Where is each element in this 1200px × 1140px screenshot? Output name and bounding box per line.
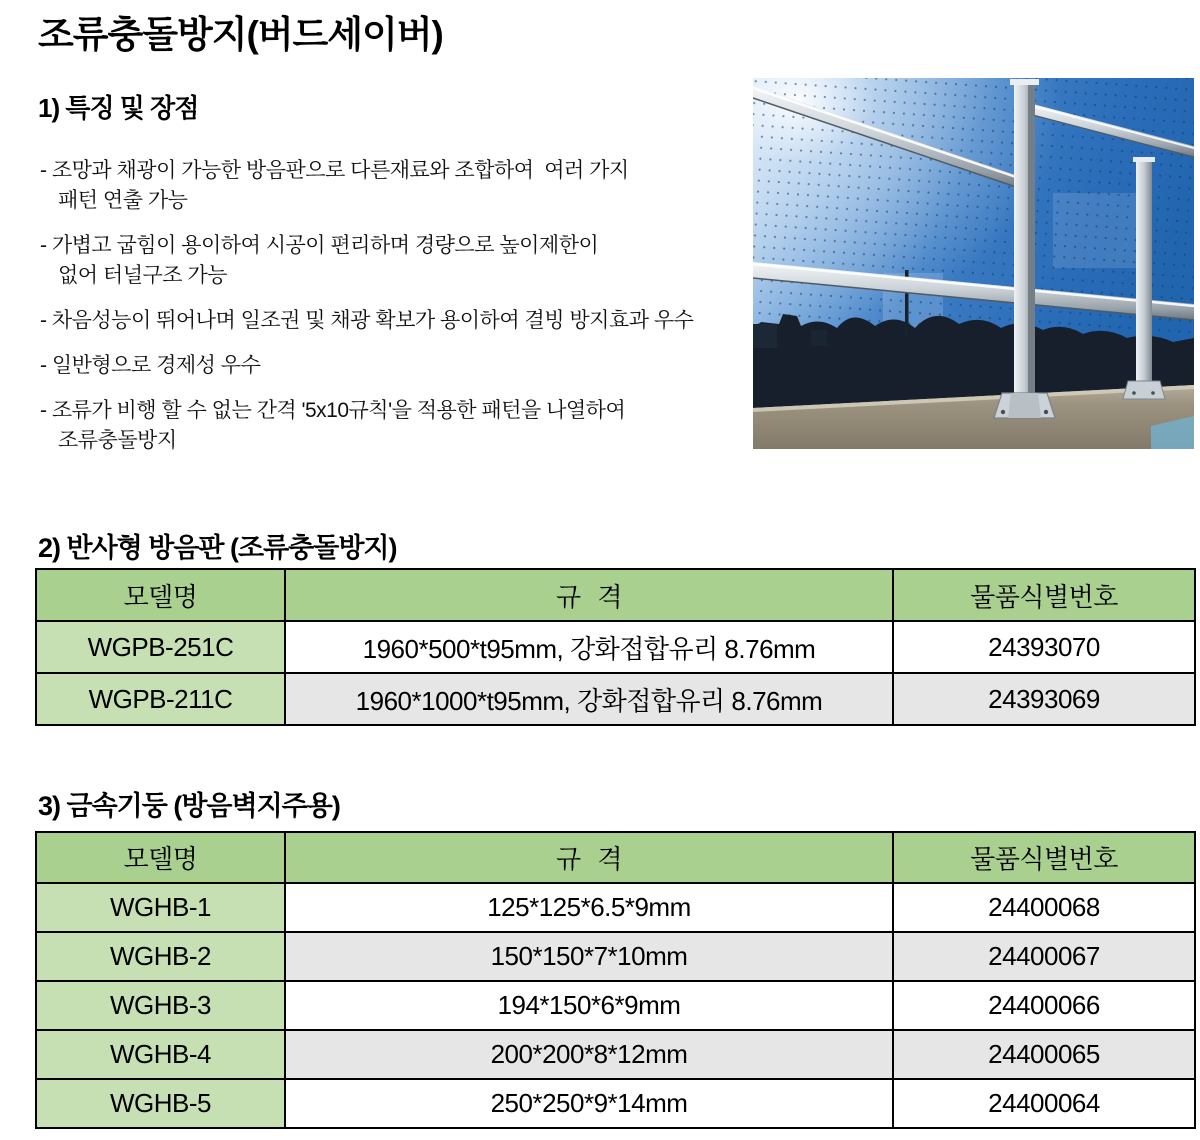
model-cell: WGHB-4 xyxy=(36,1030,285,1079)
spec-cell: 1960*500*t95mm, 강화접합유리 8.76mm xyxy=(285,621,893,673)
item-id-cell: 24400064 xyxy=(893,1079,1195,1128)
list-item xyxy=(40,231,750,291)
model-cell: WGHB-2 xyxy=(36,932,285,981)
table-row xyxy=(36,621,1195,673)
noise-barrier-photo-illustration xyxy=(753,78,1194,449)
bullet-text: - 조망과 채광이 가능한 방음판으로 다른재료와 조합하여 여러 가지 xyxy=(40,159,629,182)
table-row xyxy=(36,1079,1195,1128)
noise-barrier-photo xyxy=(753,78,1194,449)
bullet-text: - 조류가 비행 할 수 없는 간격 '5x10규칙'을 적용한 패턴을 나열하여 xyxy=(40,399,626,422)
column-header-spec: 규 격 xyxy=(285,569,893,621)
list-item xyxy=(40,156,750,216)
table-row xyxy=(36,981,1195,1030)
model-cell: WGPB-251C xyxy=(36,621,285,673)
spec-cell: 150*150*7*10mm xyxy=(285,932,893,981)
item-id-cell: 24400068 xyxy=(893,883,1195,932)
reflective-panel-table xyxy=(35,568,1196,726)
column-header-item-id: 물품식별번호 xyxy=(893,832,1195,883)
table-row xyxy=(36,673,1195,725)
item-id-cell: 24393069 xyxy=(893,673,1195,725)
table-row xyxy=(36,883,1195,932)
table-row xyxy=(36,932,1195,981)
spec-cell: 200*200*8*12mm xyxy=(285,1030,893,1079)
column-header-model: 모델명 xyxy=(36,569,285,621)
features-section-heading: 1) 특징 및 장점 xyxy=(38,93,199,123)
item-id-cell: 24400067 xyxy=(893,932,1195,981)
model-cell: WGPB-211C xyxy=(36,673,285,725)
bullet-text: 조류충돌방지 xyxy=(58,429,177,452)
table-header-row xyxy=(36,569,1195,621)
reflective-panel-section-heading: 2) 반사형 방음판 (조류충돌방지) xyxy=(38,533,397,563)
model-cell: WGHB-5 xyxy=(36,1079,285,1128)
page-title: 조류충돌방지(버드세이버) xyxy=(38,14,443,55)
column-header-item-id: 물품식별번호 xyxy=(893,569,1195,621)
column-header-spec: 규 격 xyxy=(285,832,893,883)
bullet-text: 패턴 연출 가능 xyxy=(58,189,188,212)
item-id-cell: 24393070 xyxy=(893,621,1195,673)
model-cell: WGHB-1 xyxy=(36,883,285,932)
item-id-cell: 24400066 xyxy=(893,981,1195,1030)
bullet-text: - 가볍고 굽힘이 용이하여 시공이 편리하며 경량으로 높이제한이 xyxy=(40,234,599,257)
column-header-model: 모델명 xyxy=(36,832,285,883)
table-row xyxy=(36,1030,1195,1079)
bullet-text: - 일반형으로 경제성 우수 xyxy=(40,354,261,377)
model-cell: WGHB-3 xyxy=(36,981,285,1030)
spec-cell: 194*150*6*9mm xyxy=(285,981,893,1030)
item-id-cell: 24400065 xyxy=(893,1030,1195,1079)
spec-cell: 1960*1000*t95mm, 강화접합유리 8.76mm xyxy=(285,673,893,725)
table-header-row xyxy=(36,832,1195,883)
list-item xyxy=(40,396,750,456)
bullet-text: 없어 터널구조 가능 xyxy=(58,264,227,287)
list-item xyxy=(40,351,750,381)
list-item xyxy=(40,306,750,336)
spec-cell: 250*250*9*14mm xyxy=(285,1079,893,1128)
metal-post-table xyxy=(35,831,1196,1129)
features-bullet-list xyxy=(40,156,750,471)
metal-post-section-heading: 3) 금속기둥 (방음벽지주용) xyxy=(38,791,340,821)
bullet-text: - 차음성능이 뛰어나며 일조권 및 채광 확보가 용이하여 결빙 방지효과 우수 xyxy=(40,309,694,332)
spec-cell: 125*125*6.5*9mm xyxy=(285,883,893,932)
